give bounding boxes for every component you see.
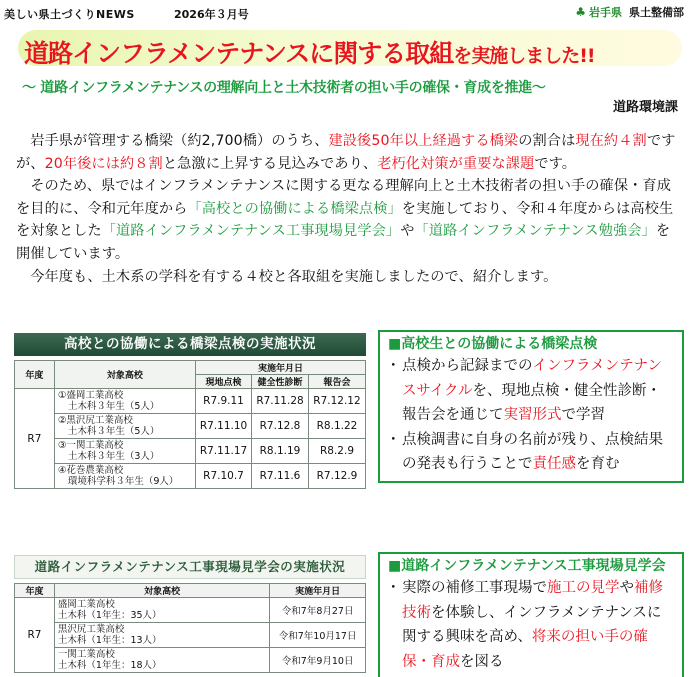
date-cell: R7.12.8 xyxy=(252,414,309,439)
text-run: を体験し、インフラメンテナンスに関する興味を高め、 xyxy=(402,604,662,645)
table-row xyxy=(15,648,366,673)
date-cell: R7.12.9 xyxy=(308,464,365,489)
highlighted-text: 老朽化対策が重要な課題 xyxy=(377,155,535,172)
header-diagnosis: 健全性診断 xyxy=(252,375,309,389)
date-cell: 令和7年10月17日 xyxy=(270,623,366,648)
highlighted-text: 「高校との協働による橋梁点検」 xyxy=(187,200,402,217)
school-name: 盛岡工業高校 xyxy=(57,599,115,610)
school-dept: 土木科３年生（5人） xyxy=(67,426,160,437)
bridge-inspection-table xyxy=(14,360,366,489)
box-list xyxy=(388,576,674,674)
text-run: そのため、県ではインフラメンテナンスに関する更なる理解向上と土木技術者の担い手の確保・育成を目的に、令和元年度から xyxy=(16,178,671,217)
school-name: 黒沢尻工業高校 xyxy=(57,624,125,635)
school-name: ③一関工業高校 xyxy=(57,440,124,451)
text-run: や xyxy=(400,223,415,240)
text-run: と急激に上昇する見込みであり、 xyxy=(162,155,378,172)
year-cell: R7 xyxy=(15,389,55,489)
header-report: 報告会 xyxy=(308,375,365,389)
page-title xyxy=(24,34,595,70)
school-name: ④花巻農業高校 xyxy=(57,465,124,476)
text-run: の割合は xyxy=(518,133,576,149)
table-row xyxy=(15,389,366,414)
school-name: 一関工業高校 xyxy=(57,649,115,660)
paragraph-1 xyxy=(16,130,682,175)
date-cell: R7.11.28 xyxy=(252,389,309,414)
date-cell: R8.1.19 xyxy=(252,439,309,464)
school-cell xyxy=(54,598,269,623)
date-cell: R7.11.6 xyxy=(252,464,309,489)
school-cell xyxy=(54,623,269,648)
article-body xyxy=(16,130,682,288)
box-heading: ■高校生との協働による橋梁点検 xyxy=(388,336,598,352)
text-run: を、現地点検・健全性診断・報告会を通じて xyxy=(402,382,661,423)
box-heading: ■道路インフラメンテナンス工事現場見学会 xyxy=(388,558,666,574)
table-row xyxy=(15,439,366,464)
highlighted-text: インフラメンテナンスサイクル xyxy=(402,358,662,399)
table-row xyxy=(15,414,366,439)
bridge-inspection-summary-box xyxy=(378,330,684,483)
header-date: 実施年月日 xyxy=(270,584,366,598)
bridge-inspection-table-block xyxy=(14,333,366,489)
school-name: ②黒沢尻工業高校 xyxy=(57,415,133,426)
text-run: 点検調書に自身の名前が残り、点検結果の発表も行うことで xyxy=(402,431,663,472)
highlighted-text: 現在約４割 xyxy=(575,133,647,149)
table-row xyxy=(15,464,366,489)
table-title: 高校との協働による橋梁点検の実施状況 xyxy=(14,333,366,356)
text-run: 実際の補修工事現場で xyxy=(402,580,547,596)
newsletter-name: 美しい県土づくりNEWS xyxy=(4,8,135,21)
text-run: を開催しています。 xyxy=(16,223,671,262)
highlighted-text: 補修技術 xyxy=(402,580,663,621)
header-year: 年度 xyxy=(15,584,55,598)
school-name: ①盛岡工業高校 xyxy=(57,390,124,401)
list-item xyxy=(388,576,674,674)
table-row xyxy=(15,623,366,648)
school-dept: 環境科学科３年生（9人） xyxy=(67,476,179,487)
date-cell: R7.12.12 xyxy=(308,389,365,414)
text-run: ですが、 xyxy=(16,133,676,172)
site-tour-table-block xyxy=(14,555,366,673)
highlighted-text: 20年後には約８割 xyxy=(44,155,163,172)
date-cell: R7.9.11 xyxy=(196,389,252,414)
school-cell xyxy=(54,414,195,439)
section-name: 道路環境課 xyxy=(612,100,678,115)
school-dept: 土木科（1年生：18人） xyxy=(57,660,162,671)
highlighted-text: 建設後50年以上経過する橋梁 xyxy=(328,133,519,149)
school-cell xyxy=(54,464,195,489)
page-subtitle: ～ 道路インフラメンテナンスの理解向上と土木技術者の担い手の確保・育成を推進～ xyxy=(22,80,546,96)
title-area xyxy=(0,28,690,72)
newsletter-header xyxy=(0,0,690,24)
date-cell: 令和7年9月10日 xyxy=(270,648,366,673)
text-run: を図る xyxy=(460,653,504,670)
department-name: 県土整備部 xyxy=(629,6,684,19)
text-run: や xyxy=(619,580,634,596)
date-cell: R8.2.9 xyxy=(308,439,365,464)
header-field-inspection: 現地点検 xyxy=(196,375,252,389)
title-tail-text: を実施しました!! xyxy=(453,45,595,67)
highlighted-text: 「道路インフラメンテナンス工事現場見学会」 xyxy=(101,223,401,240)
text-run: 点検から記録までの xyxy=(402,358,533,374)
table-title: 道路インフラメンテナンス工事現場見学会の実施状況 xyxy=(14,555,366,579)
paragraph-2 xyxy=(16,175,682,265)
school-dept: 土木科３年生（3人） xyxy=(67,451,160,462)
text-run: です。 xyxy=(534,155,577,172)
site-tour-summary-box xyxy=(378,552,684,677)
header-school: 対象高校 xyxy=(54,584,269,598)
text-run: で学習 xyxy=(561,407,605,423)
paragraph-3 xyxy=(16,266,682,289)
school-dept: 土木科（1年生：13人） xyxy=(57,635,162,646)
box-list xyxy=(388,354,674,477)
school-cell xyxy=(54,439,195,464)
text-run: を育む xyxy=(576,456,620,472)
header-dates: 実施年月日 xyxy=(196,361,366,375)
highlighted-text: 責任感 xyxy=(532,456,576,472)
text-run: 今年度も、土木系の学科を有する４校と各取組を実施しましたので、紹介します。 xyxy=(30,268,558,285)
list-item xyxy=(388,354,674,428)
highlighted-text: 「道路インフラメンテナンス勉強会」 xyxy=(414,223,656,240)
text-run: を実施しており、令和４年度からは高校生を対象とした xyxy=(16,200,674,240)
header-year: 年度 xyxy=(15,361,55,389)
header-school: 対象高校 xyxy=(54,361,195,389)
date-cell: R7.11.17 xyxy=(196,439,252,464)
highlighted-text: 実習形式 xyxy=(503,407,562,423)
table-row xyxy=(15,598,366,623)
year-cell: R7 xyxy=(15,598,55,673)
school-dept: 土木科（1年生：35人） xyxy=(57,610,162,621)
highlighted-text: 将来の担い手の確保・育成 xyxy=(402,629,648,670)
prefecture-emblem-icon: ♣ xyxy=(575,5,586,19)
site-tour-table xyxy=(14,583,366,673)
school-cell xyxy=(54,389,195,414)
date-cell: R8.1.22 xyxy=(308,414,365,439)
date-cell: R7.11.10 xyxy=(196,414,252,439)
school-cell xyxy=(54,648,269,673)
school-dept: 土木科３年生（5人） xyxy=(67,401,160,412)
date-cell: R7.10.7 xyxy=(196,464,252,489)
issue-date: 2026年３月号 xyxy=(174,8,249,21)
date-cell: 令和7年8月27日 xyxy=(270,598,366,623)
highlighted-text: 施工の見学 xyxy=(547,580,620,596)
text-run: 岩手県が管理する橋梁（約2,700橋）のうち、 xyxy=(30,133,329,149)
list-item xyxy=(388,428,674,477)
title-main-text: 道路インフラメンテナンスに関する取組 xyxy=(24,39,454,68)
prefecture-logo xyxy=(575,4,684,20)
prefecture-name: 岩手県 xyxy=(589,6,622,19)
